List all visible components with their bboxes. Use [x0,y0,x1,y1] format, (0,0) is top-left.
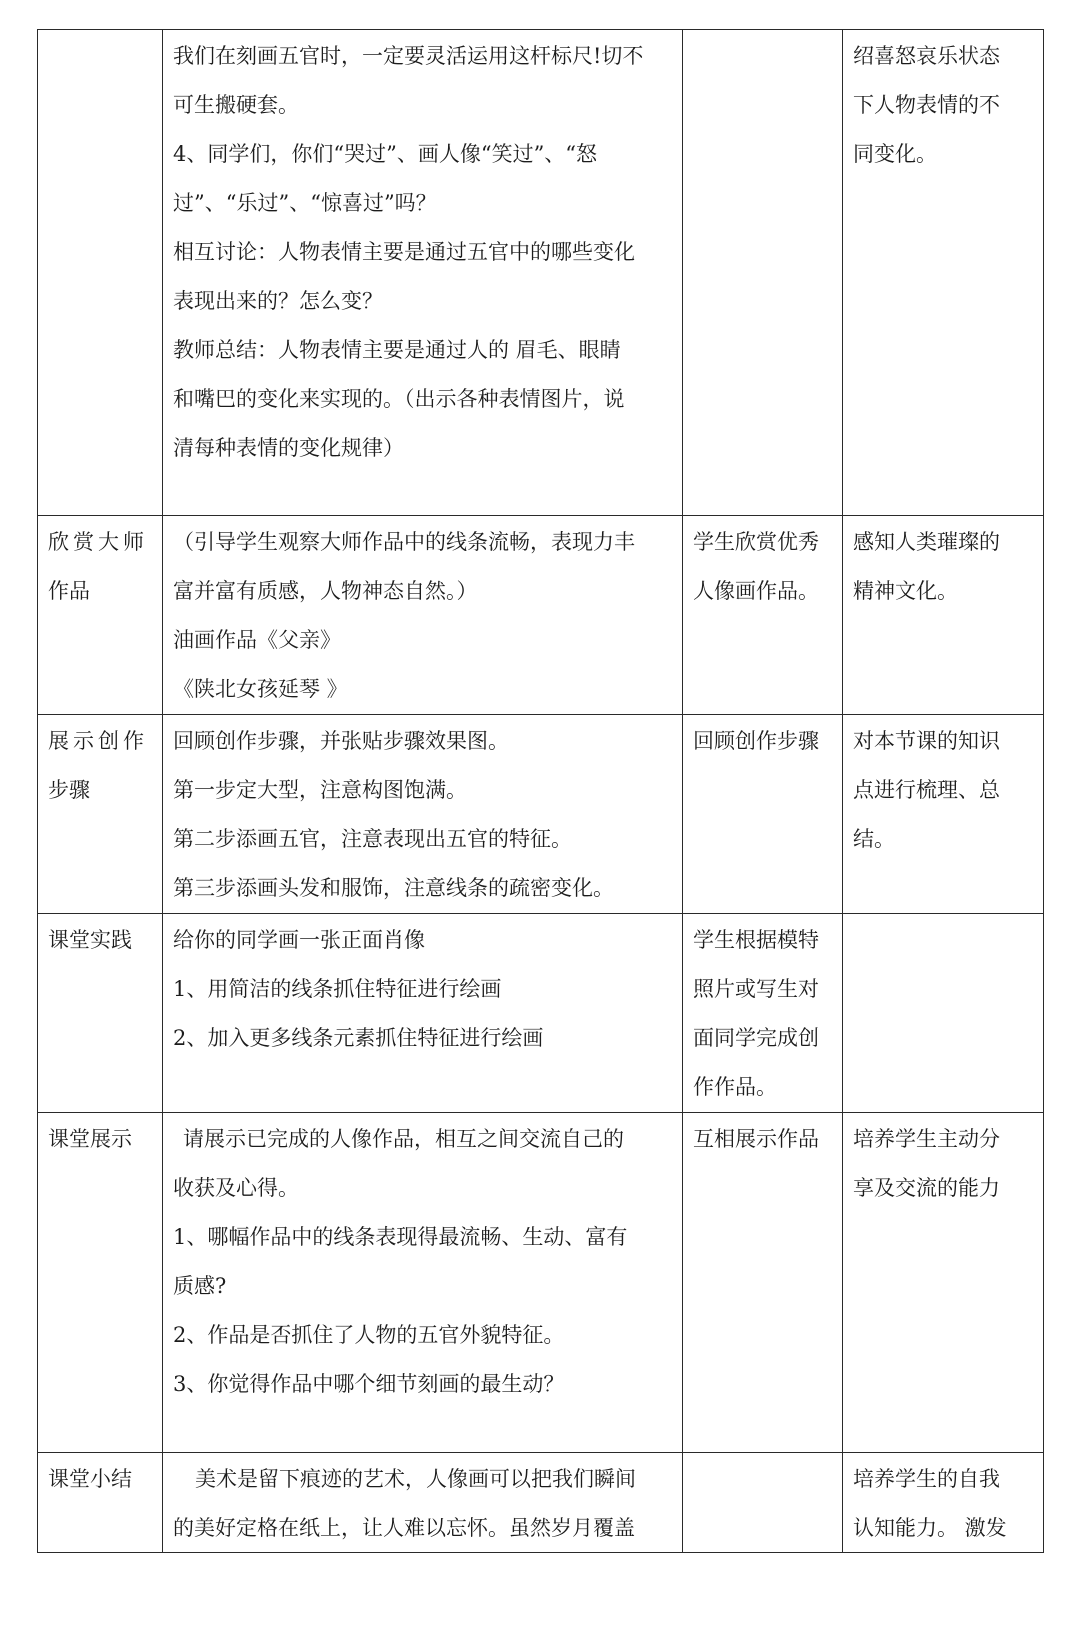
content-line: 第三步添画头发和服饰，注意线条的疏密变化。 [173,876,614,900]
student-line: 互相展示作品 [693,1127,819,1151]
content-line: 给你的同学画一张正面肖像 [173,928,425,952]
goal-line: 培养学生主动分 [853,1127,1000,1151]
content-line: 清每种表情的变化规律） [173,436,404,460]
content-line: （引导学生观察大师作品中的线条流畅，表现力丰 [173,530,635,554]
content-cell [163,1113,683,1453]
content-line: 富并富有质感，人物神态自然。） [173,579,478,603]
content-line: 表现出来的？怎么变？ [173,289,383,313]
student-activity-cell [683,715,843,914]
content-line: 质感? [173,1274,227,1298]
goal-cell [843,516,1044,715]
stage-cell [38,914,163,1113]
goal-cell [843,1113,1044,1453]
content-line: 1、哪幅作品中的线条表现得最流畅、生动、富有 [173,1225,628,1249]
content-line: 收获及心得。 [173,1176,299,1200]
student-line: 学生欣赏优秀 [693,530,819,554]
stage-line: 课堂小结 [48,1467,132,1491]
content-line: 第一步定大型，注意构图饱满。 [173,778,467,802]
stage-line: 步骤 [48,778,90,802]
content-line: 和嘴巴的变化来实现的。（出示各种表情图片，说 [173,387,625,411]
stage-line: 课堂展示 [48,1127,132,1151]
content-line: 相互讨论：人物表情主要是通过五官中的哪些变化 [173,240,635,264]
stage-line: 作品 [48,579,90,603]
table-row [38,1113,1044,1453]
table-row [38,914,1044,1113]
student-line: 照片或写生对 [693,977,819,1001]
content-line: 第二步添画五官，注意表现出五官的特征。 [173,827,572,851]
goal-line: 下人物表情的不 [853,93,1000,117]
content-line: 的美好定格在纸上，让人难以忘怀。虽然岁月覆盖 [173,1516,635,1540]
lesson-plan-table [37,29,1044,1553]
goal-line: 认知能力。 激发 [853,1516,1007,1540]
content-line: 过”、“乐过”、“惊喜过”吗？ [173,191,437,215]
goal-line: 对本节课的知识 [853,729,1000,753]
student-activity-cell [683,1113,843,1453]
student-activity-cell [683,1453,843,1553]
stage-cell [38,1113,163,1453]
stage-cell [38,30,163,516]
goal-line: 感知人类璀璨的 [853,530,1000,554]
goal-line: 绍喜怒哀乐状态 [853,44,1000,68]
student-line: 面同学完成创 [693,1026,819,1050]
content-cell [163,715,683,914]
goal-line: 精神文化。 [853,579,958,603]
content-line: 3、你觉得作品中哪个细节刻画的最生动？ [173,1372,565,1396]
content-line: 教师总结：人物表情主要是通过人的 眉毛、眼睛 [173,338,621,362]
goal-line: 点进行梳理、总 [853,778,1000,802]
content-line: 请展示已完成的人像作品，相互之间交流自己的 [183,1127,624,1151]
goal-cell [843,914,1044,1113]
stage-line: 课堂实践 [48,928,132,952]
table-row [38,516,1044,715]
student-line: 人像画作品。 [693,579,819,603]
goal-line: 享及交流的能力 [853,1176,1000,1200]
content-line: 油画作品《父亲》 [173,628,341,652]
content-line: 2、加入更多线条元素抓住特征进行绘画 [173,1026,544,1050]
table-row [38,715,1044,914]
content-cell [163,30,683,516]
goal-cell [843,30,1044,516]
goal-line: 培养学生的自我 [853,1467,1000,1491]
goal-line: 同变化。 [853,142,937,166]
content-line: 美术是留下痕迹的艺术，人像画可以把我们瞬间 [195,1467,636,1491]
stage-line: 展示创作 [48,729,148,753]
stage-cell [38,516,163,715]
table-row [38,30,1044,516]
student-activity-cell [683,914,843,1113]
student-line: 作作品。 [693,1075,777,1099]
student-activity-cell [683,30,843,516]
stage-cell [38,715,163,914]
content-cell [163,1453,683,1553]
student-line: 回顾创作步骤 [693,729,819,753]
student-activity-cell [683,516,843,715]
table-row [38,1453,1044,1553]
content-cell [163,516,683,715]
content-line: 《陕北女孩延琴 》 [173,677,348,701]
content-line: 2、作品是否抓住了人物的五官外貌特征。 [173,1323,565,1347]
stage-cell [38,1453,163,1553]
goal-line: 结。 [853,827,895,851]
student-line: 学生根据模特 [693,928,819,952]
content-line: 可生搬硬套。 [173,93,299,117]
content-line: 回顾创作步骤，并张贴步骤效果图。 [173,729,509,753]
content-cell [163,914,683,1113]
content-line: 4、同学们，你们“哭过”、画人像“笑过”、“怒 [173,142,598,166]
content-line: 我们在刻画五官时，一定要灵活运用这杆标尺!切不 [173,44,644,68]
goal-cell [843,1453,1044,1553]
goal-cell [843,715,1044,914]
content-line: 1、用简洁的线条抓住特征进行绘画 [173,977,502,1001]
stage-line: 欣赏大师 [48,530,148,554]
